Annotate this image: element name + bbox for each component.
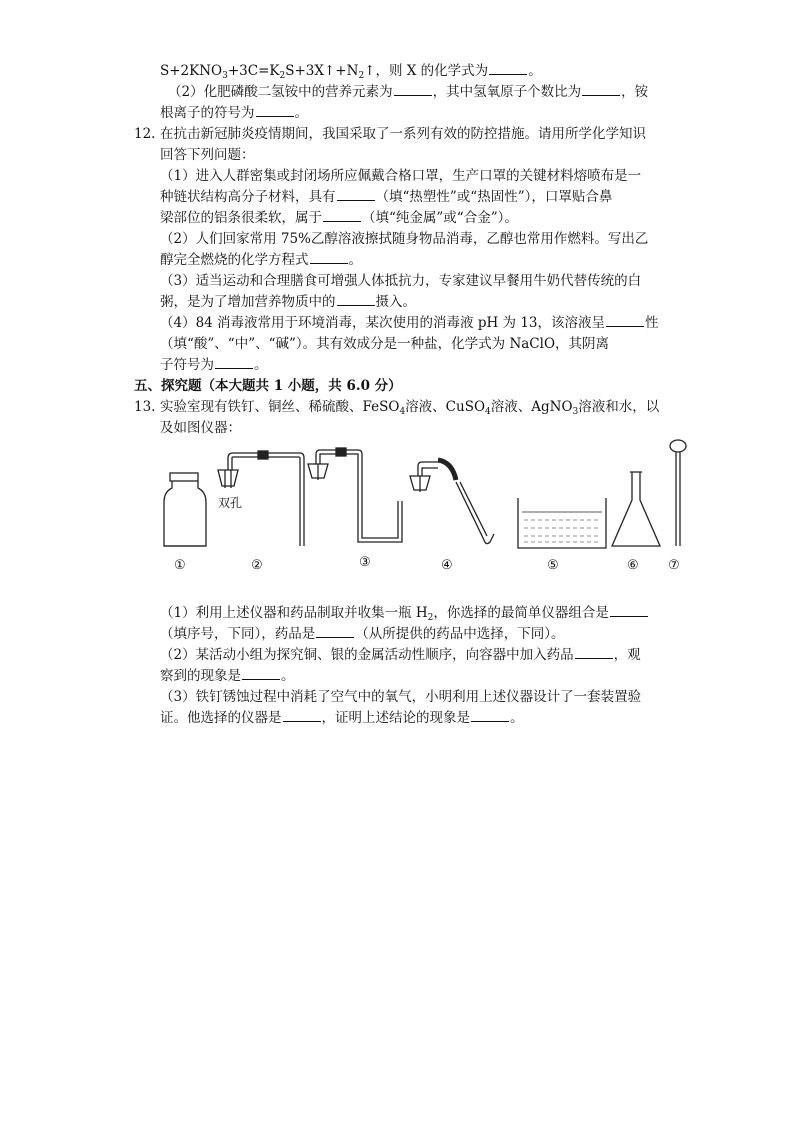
answer-blank[interactable] [394,82,432,96]
stopper-hook-tube-icon [410,460,494,544]
q13-p1-line2: （填序号，下同），药品是 （从所提供的药品中选择，下同）。 [160,626,565,642]
answer-blank[interactable] [283,708,321,722]
label-5: ⑤ [547,558,559,573]
gas-bottle-icon [164,473,206,546]
answer-blank[interactable] [242,666,280,680]
q12-p2-line2: 醇完全燃烧的化学方程式 。 [160,252,362,268]
q12-p4-line1: （4）84 消毒液常用于环境消毒，某次使用的消毒液 pH 为 13，该溶液呈 性 [160,315,659,331]
q12-p4-line2: （填“酸”、“中”、“碱”）。其有效成分是一种盐，化学式为 NaClO，其阴离 [160,336,610,352]
q13-stem-line1: 实验室现有铁钉、铜丝、稀硫酸、FeSO$_4$溶液、CuSO$_4$溶液、AgNO$_3$溶液和水，以 [160,399,660,417]
answer-blank[interactable] [606,313,644,327]
q13-p2-line1: （2）某活动小组为探究铜、银的金属活动性顺序，向容器中加入药品 ，观 [160,647,641,663]
stopper-u-tube-icon [308,448,402,542]
label-4: ④ [441,558,453,573]
conical-flask-icon [612,472,660,546]
answer-blank[interactable] [489,61,527,75]
answer-blank[interactable] [337,187,375,201]
q11-part2-line2: 根离子的符号为 。 [160,105,308,121]
q13-p2-line2: 察到的现象是 。 [160,668,295,684]
q12-stem-line2: 回答下列问题： [160,147,255,163]
apparatus-figure [160,436,696,578]
q11-equation-line: $S+2KNO_3+3C=K_2S+3X↑+N_2↑$，则 X 的化学式为 。 [160,63,542,81]
answer-blank[interactable] [316,624,354,638]
q13-p1-line1: （1）利用上述仪器和药品制取并收集一瓶 $H_2$，你选择的最简单仪器组合是 [160,603,649,623]
question-number: 13. [134,399,156,415]
label-3: ③ [359,555,371,570]
answer-blank[interactable] [582,82,620,96]
answer-blank[interactable] [575,645,613,659]
question-number: 12. [134,126,156,142]
q13-stem-line2: 及如图仪器： [160,420,241,436]
q11-part2-line1: （2）化肥磷酸二氢铵中的营养元素为 ，其中氢氧原子个数比为 ，铵 [168,84,649,100]
label-1: ① [174,558,186,573]
q12-stem-line1: 在抗击新冠肺炎疫情期间，我国采取了一系列有效的防控措施。请用所学化学知识 [160,126,646,142]
q13-p3-line2: 证。他选择的仪器是 ，证明上述结论的现象是 。 [160,710,524,726]
answer-blank[interactable] [323,208,361,222]
q12-p1-line3: 梁部位的铝条很柔软，属于 （填“纯金属”或“合金”）。 [160,210,518,226]
answer-blank[interactable] [610,603,648,617]
q12-p3-line1: （3）适当运动和合理膳食可增强人体抵抗力，专家建议早餐用牛奶代替传统的白 [160,273,642,289]
double-hole-caption: 双孔 [218,496,243,510]
label-6: ⑥ [627,558,639,573]
answer-blank[interactable] [471,708,509,722]
section-title: 五、探究题（本大题共 1 小题，共 6.0 分） [134,378,402,394]
long-neck-funnel-icon [670,440,686,546]
q12-p2-line1: （2）人们回家常用 75%乙醇溶液擦拭随身物品消毒，乙醇也常用作燃料。写出乙 [160,231,649,247]
label-7: ⑦ [668,558,680,573]
q13-p3-line1: （3）铁钉锈蚀过程中消耗了空气中的氧气，小明利用上述仪器设计了一套装置验 [160,689,642,705]
q12-p1-line1: （1）进入人群密集或封闭场所应佩戴合格口罩，生产口罩的关键材料熔喷布是一 [160,168,642,184]
label-2: ② [251,558,263,573]
answer-blank[interactable] [337,292,375,306]
q12-p3-line2: 粥，是为了增加营养物质中的 摄入。 [160,294,416,310]
answer-blank[interactable] [256,103,294,117]
answer-blank[interactable] [215,355,253,369]
water-trough-icon [518,498,606,548]
answer-blank[interactable] [310,250,348,264]
q12-p1-line2: 种链状结构高分子材料，具有 （填“热塑性”或“热固性”），口罩贴合鼻 [160,189,613,205]
q12-p4-line3: 子符号为 。 [160,357,268,373]
